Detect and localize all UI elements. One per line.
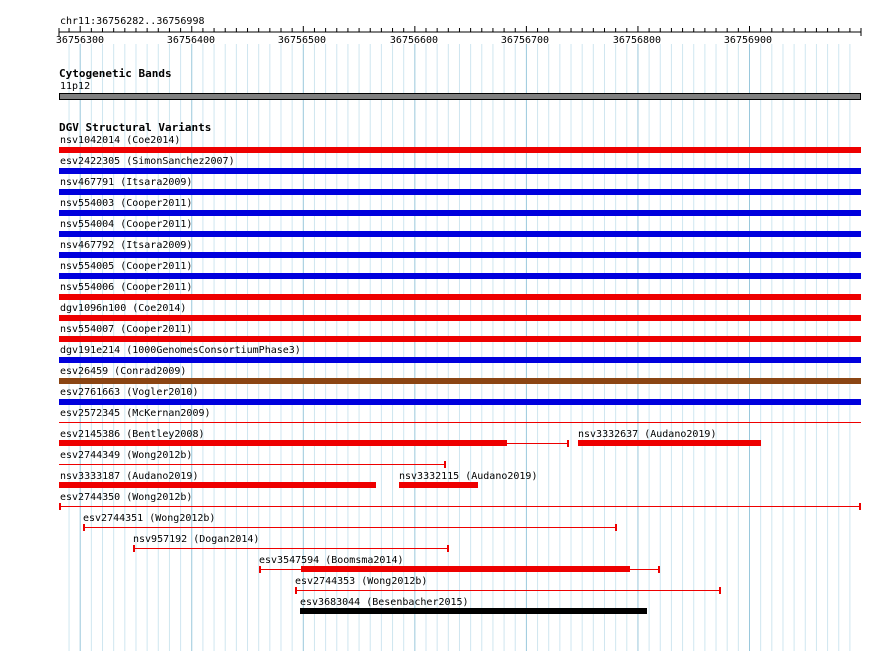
- variant-label: esv2744350 (Wong2012b): [60, 492, 193, 503]
- variant-end-cap: [447, 545, 449, 552]
- variant-end-cap: [859, 503, 861, 510]
- variant-end-cap: [59, 503, 61, 510]
- variant-label: nsv3332115 (Audano2019): [399, 471, 538, 482]
- variant-connector: [507, 443, 568, 444]
- variant-end-cap: [567, 440, 569, 447]
- variant-bar[interactable]: [578, 440, 761, 446]
- variant-label: nsv554005 (Cooper2011): [60, 261, 193, 272]
- variant-label: nsv554003 (Cooper2011): [60, 198, 193, 209]
- variant-label: esv2422305 (SimonSanchez2007): [60, 156, 235, 167]
- variant-bar[interactable]: [59, 422, 861, 423]
- variant-bar[interactable]: [300, 608, 647, 614]
- variant-label: dgv1096n100 (Coe2014): [60, 303, 187, 314]
- variant-label: esv2744349 (Wong2012b): [60, 450, 193, 461]
- variant-bar[interactable]: [59, 168, 861, 174]
- variant-bar[interactable]: [59, 294, 861, 300]
- variant-bar[interactable]: [59, 315, 861, 321]
- variant-bar[interactable]: [59, 506, 861, 507]
- variant-label: nsv554004 (Cooper2011): [60, 219, 193, 230]
- variant-label: esv3547594 (Boomsma2014): [259, 555, 404, 566]
- variant-bar[interactable]: [133, 548, 448, 549]
- variant-bar[interactable]: [59, 147, 861, 153]
- variant-label: dgv191e214 (1000GenomesConsortiumPhase3): [60, 345, 301, 356]
- variant-label: nsv1042014 (Coe2014): [60, 135, 181, 146]
- variant-bar[interactable]: [59, 273, 861, 279]
- cytoband-label: 11p12: [60, 81, 91, 92]
- variant-label: nsv554007 (Cooper2011): [60, 324, 193, 335]
- dgv-track-title: DGV Structural Variants: [59, 121, 212, 134]
- variant-label: esv2145386 (Bentley2008): [60, 429, 205, 440]
- variant-label: nsv3333187 (Audano2019): [60, 471, 199, 482]
- cytoband-track-title: Cytogenetic Bands: [59, 67, 172, 80]
- variant-bar[interactable]: [59, 252, 861, 258]
- variant-end-cap: [719, 587, 721, 594]
- variant-bar[interactable]: [59, 399, 861, 405]
- locus-label: chr11:36756282..36756998: [60, 16, 205, 27]
- variant-label: esv2744351 (Wong2012b): [83, 513, 216, 524]
- variant-end-cap: [83, 524, 85, 531]
- variant-label: esv26459 (Conrad2009): [60, 366, 187, 377]
- variant-end-cap: [295, 587, 297, 594]
- variant-bar[interactable]: [399, 482, 478, 488]
- variant-label: esv2572345 (McKernan2009): [60, 408, 211, 419]
- variant-bar[interactable]: [59, 482, 376, 488]
- ruler-tick-label: 36756400: [166, 35, 216, 46]
- variant-bar[interactable]: [59, 210, 861, 216]
- variant-end-cap: [259, 566, 261, 573]
- variant-label: nsv467792 (Itsara2009): [60, 240, 193, 251]
- variant-label: esv2761663 (Vogler2010): [60, 387, 199, 398]
- variant-label: nsv957192 (Dogan2014): [133, 534, 260, 545]
- variant-label: nsv467791 (Itsara2009): [60, 177, 193, 188]
- variant-bar[interactable]: [59, 357, 861, 363]
- ruler-tick-label: 36756600: [389, 35, 439, 46]
- variant-bar[interactable]: [295, 590, 721, 591]
- variant-end-cap: [444, 461, 446, 468]
- variant-bar[interactable]: [59, 378, 861, 384]
- variant-label: nsv3332637 (Audano2019): [578, 429, 717, 440]
- variant-bar[interactable]: [301, 566, 630, 572]
- cytoband-bar[interactable]: [59, 93, 861, 100]
- variant-bar[interactable]: [59, 231, 861, 237]
- ruler-tick-label: 36756900: [723, 35, 773, 46]
- variant-bar[interactable]: [59, 189, 861, 195]
- variant-bar[interactable]: [59, 336, 861, 342]
- variant-bar[interactable]: [83, 527, 616, 528]
- variant-end-cap: [615, 524, 617, 531]
- variant-label: esv2744353 (Wong2012b): [295, 576, 428, 587]
- variant-label: nsv554006 (Cooper2011): [60, 282, 193, 293]
- variant-label: esv3683044 (Besenbacher2015): [300, 597, 469, 608]
- variant-bar[interactable]: [59, 464, 445, 465]
- ruler-tick-label: 36756500: [277, 35, 327, 46]
- ruler-tick-label: 36756300: [55, 35, 105, 46]
- ruler-tick-label: 36756700: [500, 35, 550, 46]
- variant-bar[interactable]: [59, 440, 507, 446]
- variant-end-cap: [133, 545, 135, 552]
- variant-end-cap: [658, 566, 660, 573]
- ruler-tick-label: 36756800: [612, 35, 662, 46]
